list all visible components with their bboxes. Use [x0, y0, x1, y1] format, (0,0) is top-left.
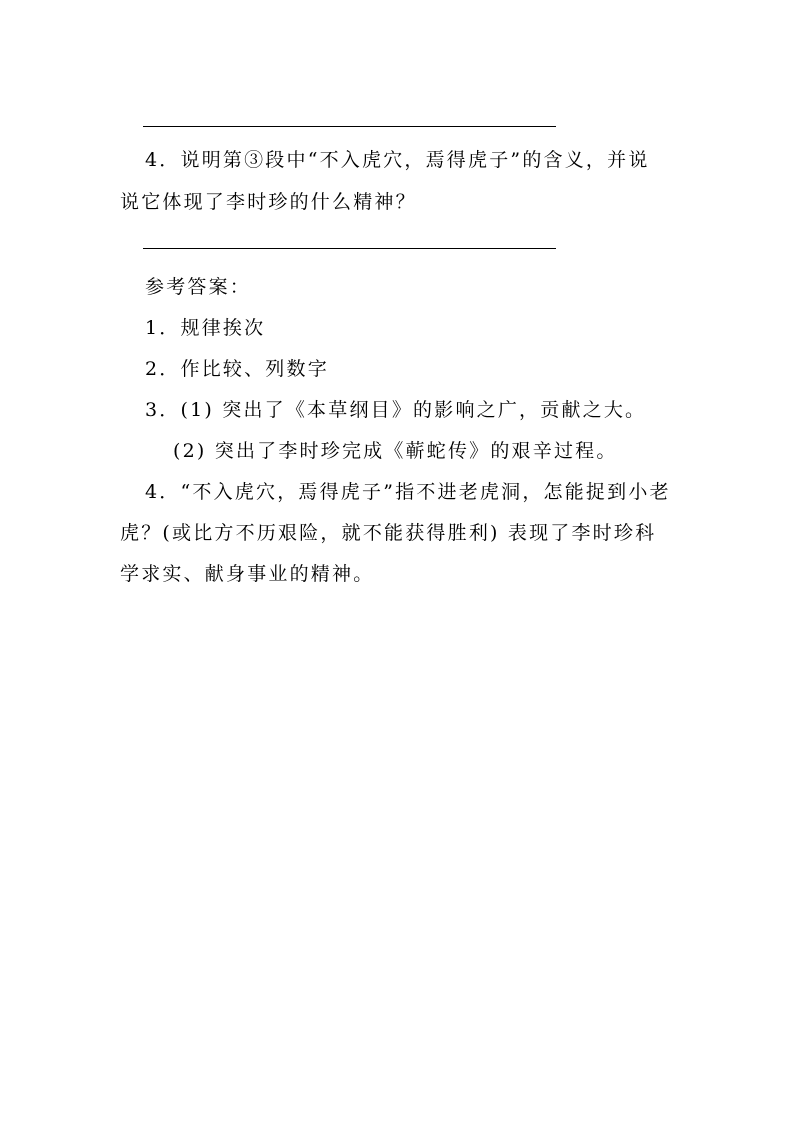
answer-4-line-3: 学求实、献身事业的精神。 — [120, 563, 375, 585]
answer-3-part-2: (2) 突出了李时珍完成《蕲蛇传》的艰辛过程。 — [173, 440, 618, 462]
question-4-line-1: 4．说明第③段中“不入虎穴，焉得虎子”的含义，并说 — [145, 149, 650, 171]
answer-blank-line — [143, 248, 556, 249]
answer-blank-line — [143, 126, 556, 127]
answer-2: 2．作比较、列数字 — [145, 358, 329, 380]
answer-1: 1．规律挨次 — [145, 317, 266, 339]
answer-4-line-1: 4．“不入虎穴，焉得虎子”指不进老虎洞，怎能捉到小老 — [145, 481, 671, 503]
question-4-line-2: 说它体现了李时珍的什么精神？ — [120, 191, 417, 213]
answers-heading: 参考答案： — [145, 276, 252, 298]
answer-4-line-2: 虎？(或比方不历艰险，就不能获得胜利) 表现了李时珍科 — [120, 522, 657, 544]
answer-3-part-1: 3．(1) 突出了《本草纲目》的影响之广，贡献之大。 — [145, 399, 647, 421]
